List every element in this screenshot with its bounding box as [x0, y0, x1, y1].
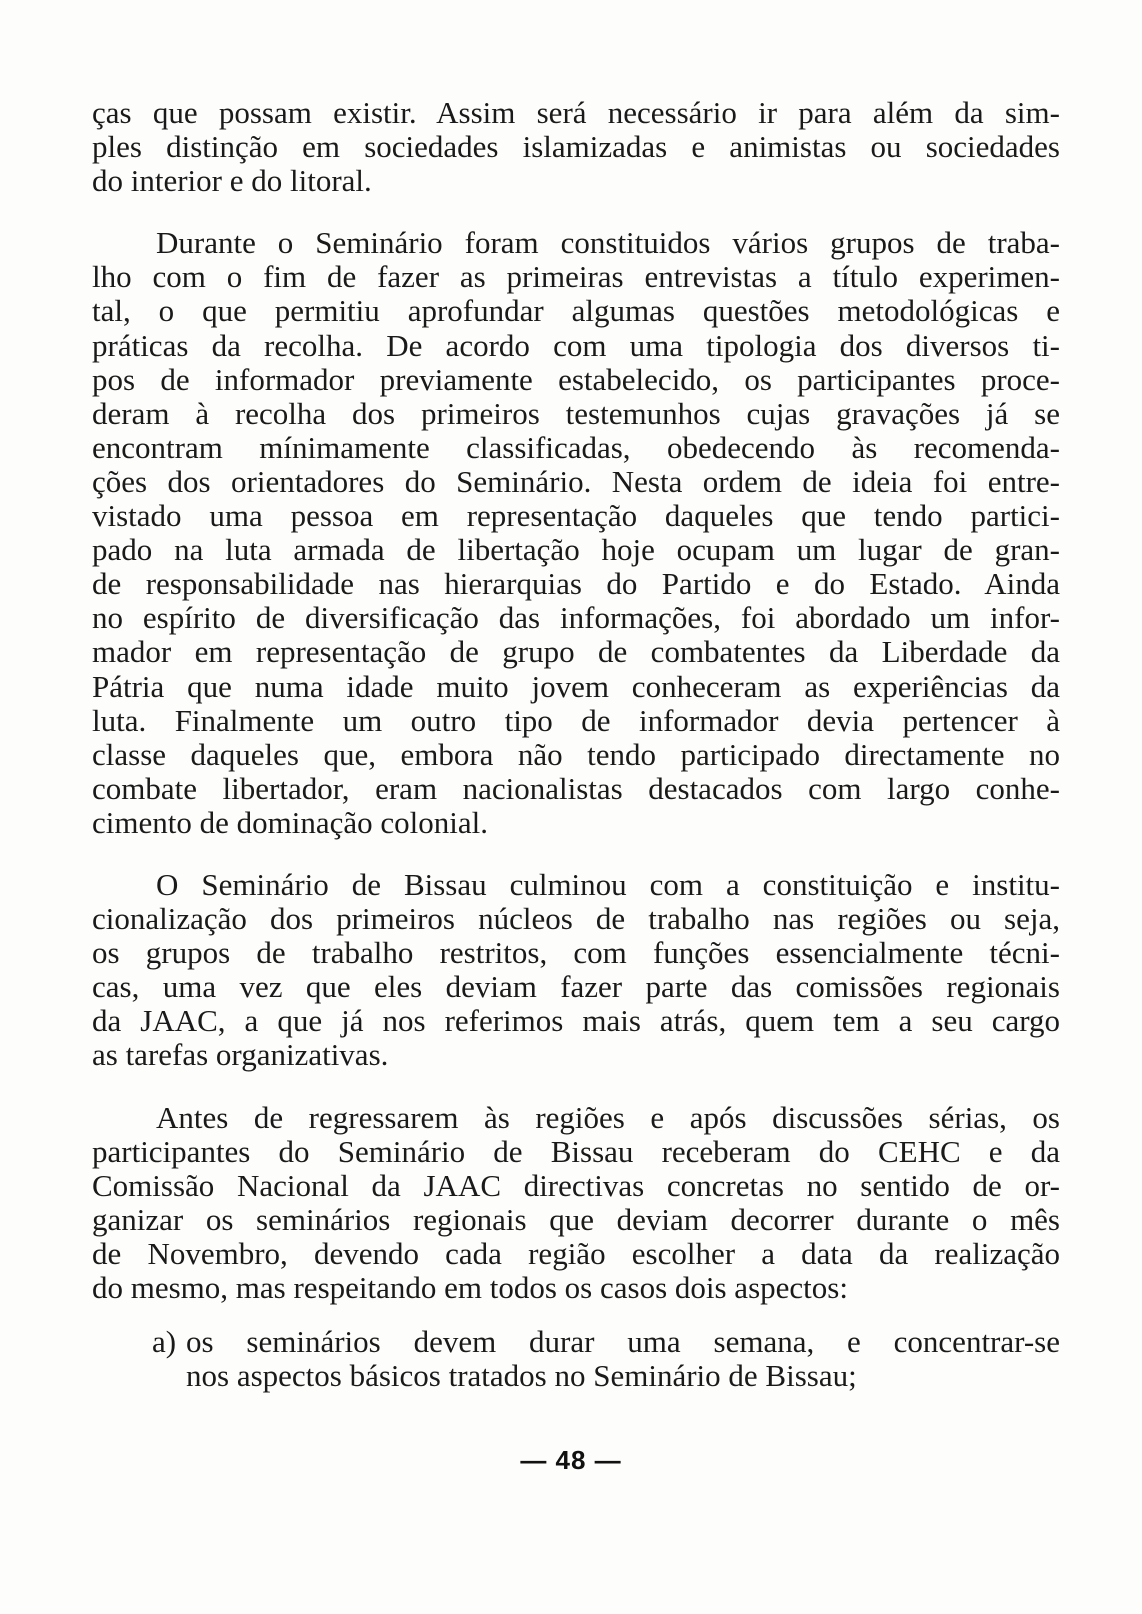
paragraph-2 — [92, 226, 1060, 840]
paragraph-gap — [92, 1305, 1060, 1325]
text-line: pado na luta armada de libertação hoje ocupam um lugar de gran- — [92, 532, 1060, 568]
text-line: ples distinção em sociedades islamizadas e animistas ou sociedades — [92, 129, 1060, 165]
text-line: do mesmo, mas respeitando em todos os casos dois aspectos: — [92, 1270, 848, 1305]
list-item-label: a) — [152, 1324, 177, 1360]
text-line: pos de informador previamente estabelecido, os participantes proce- — [92, 361, 1060, 397]
text-line: classe daqueles que, embora não tendo participado directamente no — [92, 736, 1060, 772]
paragraph-3 — [92, 868, 1060, 1073]
text-line: lho com o fim de fazer as primeiras entrevistas a título experimen- — [92, 259, 1060, 295]
paragraph-gap — [92, 1073, 1060, 1101]
text-line: cas, uma vez que eles deviam fazer parte das comissões regionais — [92, 969, 1060, 1005]
paragraph-gap — [92, 198, 1060, 226]
body-text — [92, 96, 1060, 1393]
text-line: do interior e do litoral. — [92, 163, 372, 199]
text-line: ças que possam existir. Assim será necessário ir para além da sim- — [92, 95, 1060, 130]
text-line: de Novembro, devendo cada região escolher a data da realização — [92, 1235, 1060, 1271]
list-item-a — [92, 1325, 1060, 1393]
text-line: deram à recolha dos primeiros testemunhos cujas gravações já se — [92, 395, 1060, 431]
paragraph-gap — [92, 840, 1060, 868]
text-line: Comissão Nacional da JAAC directivas concretas no sentido de or- — [92, 1167, 1060, 1203]
page-number: — 48 — — [520, 1445, 622, 1475]
text-line: nos aspectos básicos tratados no Seminário de Bissau; — [186, 1358, 857, 1394]
text-line: no espírito de diversificação das informações, foi abordado um infor- — [92, 600, 1060, 636]
text-line: Antes de regressarem às regiões e após discussões sérias, os — [156, 1099, 1060, 1135]
paragraph-4 — [92, 1101, 1060, 1306]
text-line: os seminários devem durar uma semana, e concentrar-se — [186, 1324, 1060, 1360]
text-line: cimento de dominação colonial. — [92, 804, 488, 840]
text-line: luta. Finalmente um outro tipo de informador devia pertencer à — [92, 702, 1060, 738]
text-line: práticas da recolha. De acordo com uma tipologia dos diversos ti- — [92, 327, 1060, 363]
text-line: combate libertador, eram nacionalistas destacados com largo conhe- — [92, 770, 1060, 806]
text-line: as tarefas organizativas. — [92, 1037, 389, 1073]
text-line: Durante o Seminário foram constituidos vários grupos de traba- — [156, 225, 1060, 261]
text-line: vistado uma pessoa em representação daqueles que tendo partici- — [92, 498, 1060, 534]
text-line: encontram mínimamente classificadas, obedecendo às recomenda- — [92, 429, 1060, 465]
text-line: ganizar os seminários regionais que deviam decorrer durante o mês — [92, 1201, 1060, 1237]
text-line: os grupos de trabalho restritos, com funções essencialmente técni- — [92, 935, 1060, 971]
text-line: de responsabilidade nas hierarquias do Partido e do Estado. Ainda — [92, 566, 1060, 602]
text-line: participantes do Seminário de Bissau receberam do CEHC e da — [92, 1133, 1060, 1169]
text-line: O Seminário de Bissau culminou com a constituição e institu- — [156, 866, 1060, 902]
paragraph-1 — [92, 96, 1060, 198]
text-line: Pátria que numa idade muito jovem conheceram as experiências da — [92, 668, 1060, 704]
text-line: cionalização dos primeiros núcleos de trabalho nas regiões ou seja, — [92, 901, 1060, 937]
text-line: mador em representação de grupo de combatentes da Liberdade da — [92, 634, 1060, 670]
text-line: da JAAC, a que já nos referimos mais atrás, quem tem a seu cargo — [92, 1003, 1060, 1039]
text-line: tal, o que permitiu aprofundar algumas questões metodológicas e — [92, 293, 1060, 329]
text-line: ções dos orientadores do Seminário. Nesta ordem de ideia foi entre- — [92, 463, 1060, 499]
